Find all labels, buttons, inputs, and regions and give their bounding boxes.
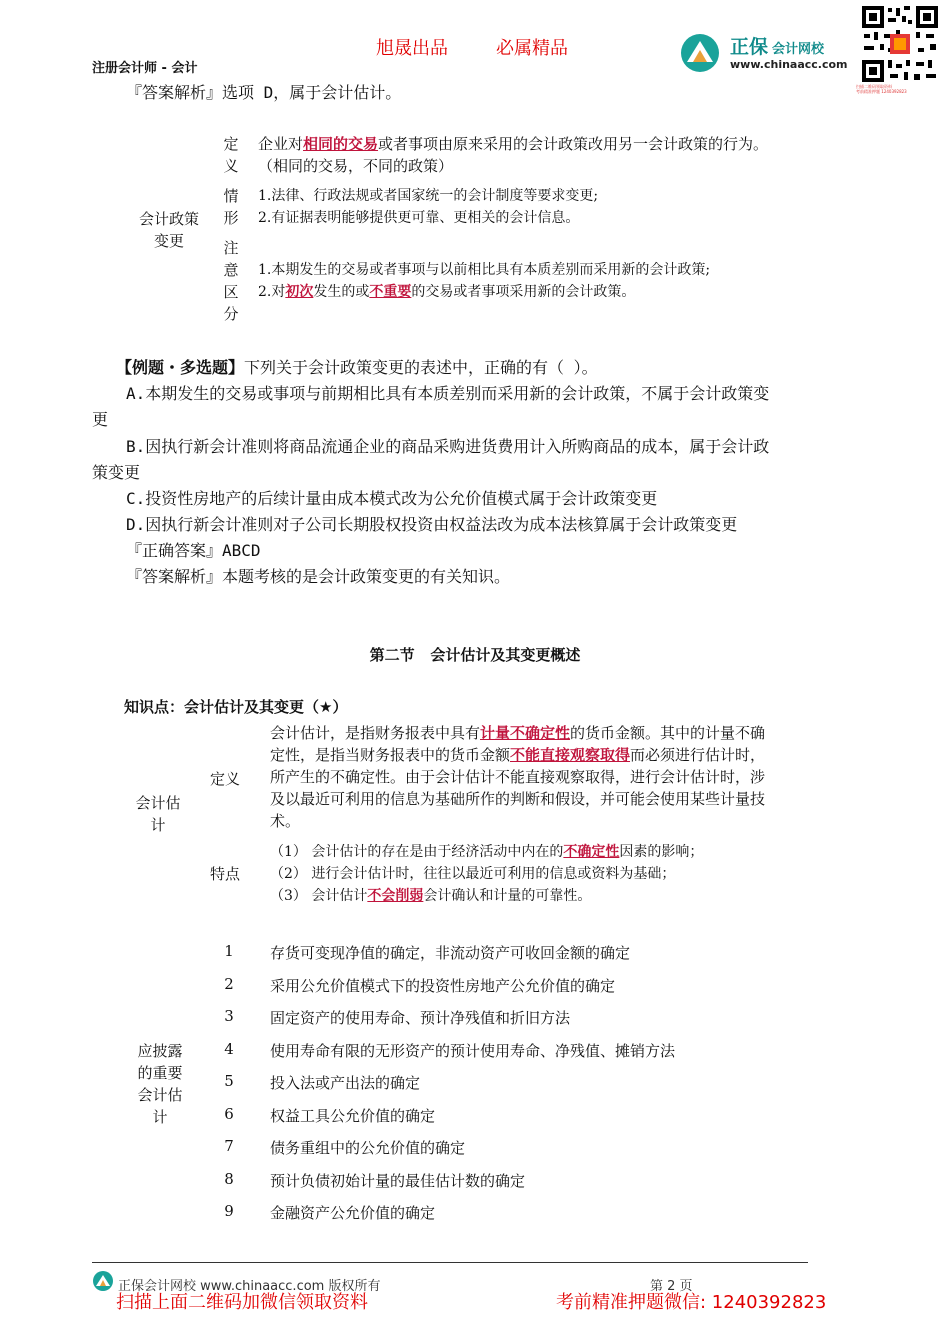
highlight-term: 初次 [285, 284, 314, 300]
estimate-def-line: 及以最近可利用的信息为基础所作的判断和假设，并可能会使用某些计量技 [270, 790, 766, 808]
text-run: （1） 会计估计的存在是由于经济活动中内在的 [270, 844, 564, 860]
highlight-term: 计量不确定性 [480, 724, 571, 742]
slogan-left: 旭晟出品 [376, 38, 448, 59]
option-b-cont: 策变更 [92, 463, 141, 482]
qr-caption-2: 考前精准押题 1240392823 [856, 89, 907, 94]
policy-table-label [134, 208, 204, 252]
disclosure-label-line: 的重要 [137, 1064, 183, 1082]
estimate-feature-label: 特点 [210, 865, 241, 883]
text-run: 企业对 [258, 135, 304, 153]
row-number: 1 [224, 942, 234, 960]
qr-caption-1: 扫描二维码领取资料 [856, 84, 892, 89]
footer-promo-left: 扫描上面二维码加微信领取资料 [116, 1292, 368, 1313]
row-number: 8 [224, 1169, 234, 1188]
cases-text [258, 185, 598, 229]
label-char: 形 [223, 209, 239, 227]
note-label [221, 237, 241, 325]
case-item: 2.有证据表明能够提供更可靠、更相关的会计信息。 [258, 210, 580, 226]
highlight-term: 相同的交易 [303, 135, 379, 153]
row-number: 7 [224, 1137, 234, 1155]
qr-code[interactable] [856, 4, 940, 94]
policy-label-line: 会计政策 [138, 210, 199, 228]
correct-answer: 『正确答案』ABCD [126, 541, 261, 560]
option-a-cont: 更 [92, 410, 109, 429]
definition-line: （相同的交易，不同的政策） [258, 157, 454, 175]
label-char: 意 [223, 261, 239, 279]
row-number: 9 [224, 1202, 234, 1220]
feature-item [270, 841, 703, 863]
text-run: 的货币金额。其中的计量不确 [570, 724, 766, 742]
label-char: 分 [223, 305, 239, 323]
disclosure-row [120, 1137, 840, 1161]
row-text: 投入法或产出法的确定 [270, 1074, 421, 1092]
text-run: 的交易或者事项采用新的会计政策。 [411, 284, 636, 300]
example-title [116, 355, 598, 378]
estimate-def-line [270, 722, 765, 744]
site-logo[interactable] [678, 30, 850, 76]
logo-mark-icon [678, 32, 722, 74]
row-text: 固定资产的使用寿命、预计净残值和折旧方法 [270, 1009, 571, 1027]
disclosure-row [120, 975, 840, 999]
disclosure-row [120, 1170, 840, 1194]
label-char: 区 [223, 283, 239, 301]
estimate-features [270, 841, 703, 907]
text-run: 会计估计，是指财务报表中具有 [270, 724, 481, 742]
row-text: 采用公允价值模式下的投资性房地产公允价值的确定 [270, 976, 616, 995]
section-title: 第二节 会计估计及其变更概述 [369, 646, 581, 664]
doc-title: 注册会计师 - 会计 [92, 61, 198, 76]
logo-url: www.chinaacc.com [730, 58, 848, 71]
highlight-term: 不能直接观察取得 [510, 746, 631, 764]
feature-item: （2） 进行会计估计时，往往以最近可利用的信息或资料为基础； [270, 866, 676, 882]
disclosure-label-line: 应披露 [137, 1042, 183, 1060]
footer-logo-icon [92, 1270, 114, 1292]
example-question: 下列关于会计政策变更的表述中，正确的有（ ）。 [244, 358, 598, 377]
feature-item [270, 885, 703, 907]
estimate-definition [270, 722, 765, 832]
row-number: 2 [224, 974, 234, 993]
logo-text: 正保 [730, 36, 769, 58]
highlight-term: 不会削弱 [367, 888, 424, 904]
text-run: （3） 会计估计 [270, 888, 368, 904]
note-text [258, 259, 710, 303]
text-run: 因素的影响； [619, 844, 704, 860]
row-text: 使用寿命有限的无形资产的预计使用寿命、净残值、摊销方法 [270, 1041, 676, 1060]
row-text: 债务重组中的公允价值的确定 [270, 1139, 466, 1157]
case-item: 1.法律、行政法规或者国家统一的会计制度等要求变更; [258, 188, 599, 204]
row-number: 6 [224, 1104, 234, 1123]
text-run: 2.对 [258, 284, 286, 300]
disclosure-row [120, 1007, 840, 1031]
policy-change-table [120, 130, 830, 326]
cases-label [221, 185, 241, 229]
estimate-label-line: 计 [150, 816, 166, 834]
definition-line [258, 133, 768, 155]
policy-label-line: 变更 [153, 232, 184, 250]
option-c: C.投资性房地产的后续计量由成本模式改为公允价值模式属于会计政策变更 [126, 489, 658, 508]
row-number: 3 [224, 1007, 234, 1025]
disclosure-label-line: 会计估 [137, 1086, 183, 1104]
row-number: 4 [224, 1039, 234, 1058]
row-text: 存货可变现净值的确定，非流动资产可收回金额的确定 [270, 944, 631, 962]
disclosure-row [120, 1040, 840, 1064]
label-char: 注 [223, 239, 239, 257]
footer-promo-right: 考前精准押题微信: 1240392823 [556, 1292, 827, 1313]
definition-text [258, 133, 768, 177]
highlight-term: 不确定性 [563, 844, 620, 860]
footer-divider [92, 1262, 808, 1263]
text-run: 会计确认和计量的可靠性。 [423, 888, 592, 904]
highlight-term: 不重要 [369, 284, 412, 300]
prev-answer: 『答案解析』选项 D，属于会计估计。 [126, 83, 402, 102]
text-run: 而必须进行估计时， [630, 746, 766, 764]
definition-label [221, 133, 241, 177]
disclosure-row [120, 1105, 840, 1129]
footer-brand: 正保会计网校 www.chinaacc.com 版权所有 [118, 1279, 381, 1294]
footer-page: 第 2 页 [650, 1279, 693, 1294]
logo-brand: 会计网校 [772, 42, 825, 57]
row-text: 金融资产公允价值的确定 [270, 1204, 436, 1222]
disclosure-label-line: 计 [152, 1108, 168, 1126]
slogan-right: 必属精品 [496, 38, 568, 59]
text-run: 定性，是指当财务报表中的货币金额 [270, 746, 511, 764]
qr-code-icon [860, 4, 940, 84]
label-char: 情 [223, 187, 239, 205]
label-char: 义 [223, 157, 239, 175]
disclosure-row [120, 1202, 840, 1226]
row-text: 权益工具公允价值的确定 [270, 1106, 436, 1125]
disclosure-row [120, 942, 840, 966]
estimate-def-line [270, 744, 765, 766]
estimate-def-label: 定义 [210, 770, 241, 788]
example-tag: 【例题・多选题】 [116, 358, 245, 377]
row-number: 5 [224, 1072, 234, 1090]
disclosure-row [120, 1072, 840, 1096]
note-item [258, 281, 710, 303]
option-a: A.本期发生的交易或事项与前期相比具有本质差别而采用新的会计政策，不属于会计政策变 [126, 384, 770, 403]
option-d: D.因执行新会计准则对子公司长期股权投资由权益法改为成本法核算属于会计政策变更 [126, 515, 738, 534]
text-run: 发生的或 [313, 284, 370, 300]
estimate-def-line: 所产生的不确定性。由于会计估计不能直接观察取得，进行会计估计时，涉 [270, 768, 766, 786]
estimate-label-line: 会计估 [135, 794, 181, 812]
label-char: 定 [223, 135, 239, 153]
option-b: B.因执行新会计准则将商品流通企业的商品采购进货费用计入所购商品的成本，属于会计政 [126, 437, 770, 456]
knowledge-point: 知识点：会计估计及其变更（★） [124, 698, 348, 716]
estimate-table [120, 722, 840, 912]
note-item: 1.本期发生的交易或者事项与以前相比具有本质差别而采用新的会计政策; [258, 262, 711, 278]
estimate-table-label [126, 792, 190, 836]
text-run: 或者事项由原来采用的会计政策改用另一会计政策的行为。 [378, 135, 769, 153]
estimate-def-line: 术。 [270, 812, 301, 830]
disclosure-table [120, 938, 840, 1238]
row-text: 预计负债初始计量的最佳估计数的确定 [270, 1171, 526, 1190]
answer-analysis: 『答案解析』本题考核的是会计政策变更的有关知识。 [126, 567, 511, 586]
